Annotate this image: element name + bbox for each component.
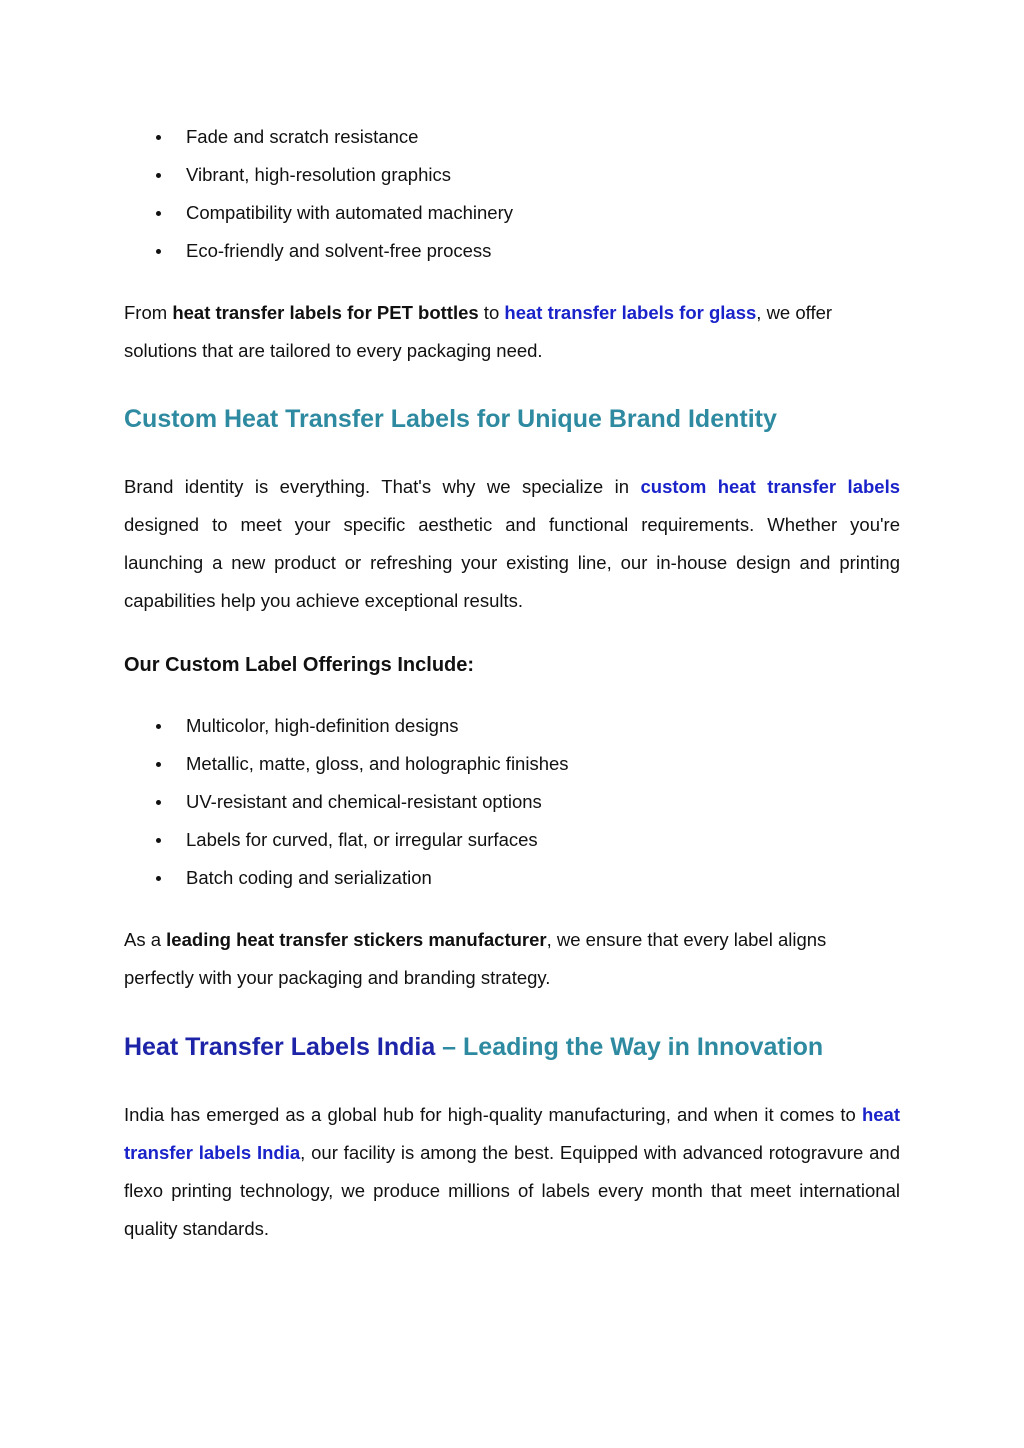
bullet-icon [156, 249, 161, 254]
heading-india: Heat Transfer Labels India – Leading the Way in Innovation [124, 1033, 824, 1061]
paragraph-india: India has emerged as a global hub for high-quality manufacturing, and when it comes to heat transfer labels India, our facility is among the best. Equipped with advanced rotogravure and flexo printing technology, we produce millions of labels every month that meet international quality standards. [124, 1104, 900, 1239]
bullet-icon [156, 876, 161, 881]
list-item: Labels for curved, flat, or irregular surfaces [124, 821, 900, 859]
bullet-icon [156, 211, 161, 216]
paragraph-solutions: From heat transfer labels for PET bottles to heat transfer labels for glass, we offer solutions that are tailored to every packaging need. [124, 302, 833, 361]
paragraph-brand-identity: Brand identity is everything. That's why we specialize in custom heat transfer labels designed to meet your specific aesthetic and functional requirements. Whether you're launching a new product or refreshing your existing line, our in-house design and printing capabilities help you achieve exceptional results. [124, 476, 900, 611]
bullet-icon [156, 135, 161, 140]
bold-phrase: heat transfer labels for PET bottles [172, 302, 479, 323]
list-item: Fade and scratch resistance [124, 118, 900, 156]
heading-custom-labels: Custom Heat Transfer Labels for Unique Brand Identity [124, 405, 777, 433]
link-heat-transfer-glass[interactable]: heat transfer labels for glass [504, 302, 757, 323]
heading-india-link[interactable]: Heat Transfer Labels India [124, 1033, 436, 1061]
list-item: Metallic, matte, gloss, and holographic finishes [124, 745, 900, 783]
bold-phrase: leading heat transfer stickers manufacturer [166, 929, 547, 950]
list-item: Multicolor, high-definition designs [124, 707, 900, 745]
offerings-bullet-list [124, 707, 900, 897]
feature-bullet-list [124, 118, 900, 270]
link-custom-heat-transfer-labels[interactable]: custom heat transfer labels [640, 476, 900, 497]
list-item: Compatibility with automated machinery [124, 194, 900, 232]
bullet-icon [156, 173, 161, 178]
list-item: UV-resistant and chemical-resistant options [124, 783, 900, 821]
subheading-offerings: Our Custom Label Offerings Include: [124, 654, 475, 676]
bullet-icon [156, 838, 161, 843]
list-item: Eco-friendly and solvent-free process [124, 232, 900, 270]
paragraph-manufacturer: As a leading heat transfer stickers manufacturer, we ensure that every label aligns perfectly with your packaging and branding strategy. [124, 929, 827, 988]
list-item: Vibrant, high-resolution graphics [124, 156, 900, 194]
bullet-icon [156, 762, 161, 767]
document-page [124, 118, 900, 1248]
bullet-icon [156, 724, 161, 729]
bullet-icon [156, 800, 161, 805]
link-heat-transfer-labels-india[interactable]: heat transfer labels India [124, 1104, 900, 1163]
list-item: Batch coding and serialization [124, 859, 900, 897]
